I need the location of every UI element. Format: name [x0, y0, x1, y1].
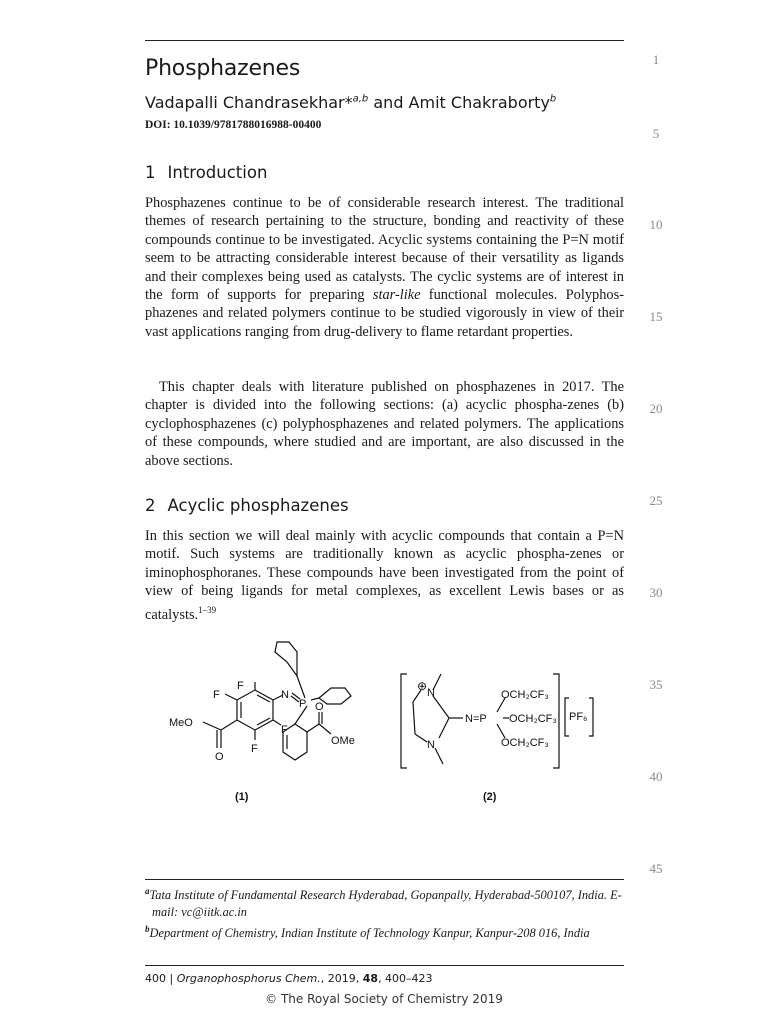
page-number: 400: [145, 972, 166, 985]
citation-separator: |: [166, 972, 177, 985]
cation-charge-icon: ⊕: [417, 679, 428, 693]
intro-paragraph-2: [145, 378, 624, 470]
substituent-OCH2CF3: OCH₂CF₃: [501, 689, 549, 701]
footnote-b-text: Department of Chemistry, Indian Institute of Technology Kanpur, Kanpur-208 016, India: [149, 926, 590, 941]
intro-text-a: Phosphazenes continue to be of considerable research interest. The traditional themes of research pertaining to the structure, bonding and reactivity of these compounds continue to be investigated. Acyclic systems containing the P=N motif seem to be attracting considerable interest because of their versatility as ligands and their complexes being used as catalysts. The cyclic systems are of interest in the form of supports for preparing: [145, 195, 624, 304]
chemical-structures-figure: [165, 640, 625, 810]
affiliation-mark-1: a,b: [352, 93, 369, 105]
atom-label-N-P: N=P: [465, 713, 487, 725]
atom-label-OMe: OMe: [331, 735, 355, 747]
compound-1-atom-labels: [169, 680, 355, 803]
line-number: 5: [652, 126, 660, 141]
affiliation-mark-2: b: [549, 93, 557, 105]
atom-label-F: F: [237, 680, 244, 692]
journal-name: Organophosphorus Chem.: [176, 972, 321, 985]
line-number: 40: [649, 769, 663, 784]
footnote-rule: [145, 879, 624, 880]
atom-label-O: O: [215, 751, 224, 763]
copyright-notice: © The Royal Society of Chemistry 2019: [265, 992, 503, 1006]
acyclic-paragraph-1: [145, 527, 624, 624]
section-heading-acyclic: [145, 496, 349, 515]
doi: DOI: 10.1039/9781788016988-00400: [145, 119, 322, 131]
atom-label-N: N: [427, 739, 435, 751]
acyclic-text: In this section we will deal mainly with acyclic compounds that contain a P=N motif. Such systems are traditionally known as acyclic phospha-zenes or iminophosphoranes. These compounds have been investigated from the point of view of being ligands for metal complexes, as excellent Lewis bases or as catalysts.: [145, 528, 624, 623]
page-citation: [145, 972, 433, 985]
top-rule: [145, 40, 624, 41]
atom-label-F: F: [281, 724, 288, 736]
author-1: Vadapalli Chandrasekhar*: [145, 93, 353, 112]
line-number: 35: [649, 677, 663, 692]
line-number: 30: [649, 585, 663, 600]
author-2: and Amit Chakraborty: [368, 93, 550, 112]
section-title: Acyclic phosphazenes: [167, 496, 349, 515]
atom-label-F: F: [251, 743, 258, 755]
substituent-OCH2CF3: OCH₂CF₃: [501, 737, 549, 749]
section-number: 1: [145, 163, 156, 182]
page-range: , 400–423: [378, 972, 433, 985]
citation-year: , 2019,: [320, 972, 363, 985]
compound-label-1: (1): [235, 791, 249, 803]
footnotes: [145, 883, 624, 942]
footnote-a-text: Tata Institute of Fundamental Research Hyderabad, Gopanpally, Hyderabad-500107, India. E-mail: vc@iitk.ac.in: [149, 888, 622, 920]
line-number: 45: [649, 861, 663, 876]
bottom-rule: [145, 965, 624, 966]
intro-text-2: This chapter deals with literature published on phosphazenes in 2017. The chapter is divided into the following sections: (a) acyclic phospha-zenes (b) cyclophosphazenes (c) polyphosphazenes and related polymers. The applications of these compounds, where studied and are important, are also discussed in the above sections.: [145, 379, 624, 469]
atom-label-N: N: [281, 689, 289, 701]
counter-ion-PF6: PF₆: [569, 711, 588, 723]
atom-label-MeO: MeO: [169, 717, 193, 729]
substituent-OCH2CF3: OCH₂CF₃: [509, 713, 557, 725]
line-number: 20: [649, 401, 663, 416]
section-title: Introduction: [167, 163, 268, 182]
atom-label-N: N: [427, 687, 435, 699]
line-number: 25: [649, 493, 663, 508]
line-number: 15: [649, 309, 663, 324]
compound-1-structure: [203, 642, 351, 760]
intro-paragraph-1: [145, 194, 624, 341]
reference-mark: 1–39: [198, 604, 217, 615]
line-number: 10: [649, 217, 663, 232]
page-title: Phosphazenes: [145, 56, 301, 81]
atom-label-P: P: [299, 698, 307, 710]
atom-label-F: F: [213, 689, 220, 701]
compound-label-2: (2): [483, 791, 497, 803]
footnote-a: [145, 883, 624, 921]
intro-text-b: functional molecules. Polyphos-phazenes and related polymers continue to be studied vigorously in view of their vast applications ranging from drug-delivery to flame retardant properties.: [145, 287, 624, 340]
footnote-mark-b: b: [145, 924, 150, 935]
compound-2-atom-labels: [417, 679, 588, 803]
line-number: 1: [652, 52, 660, 67]
footnote-b: [145, 921, 624, 942]
section-heading-introduction: [145, 163, 267, 182]
intro-emphasis: star-like: [372, 287, 421, 304]
volume-number: 48: [362, 972, 379, 985]
author-line: [145, 93, 556, 112]
atom-label-O: O: [315, 701, 324, 713]
section-number: 2: [145, 496, 156, 515]
footnote-mark-a: a: [145, 886, 150, 896]
